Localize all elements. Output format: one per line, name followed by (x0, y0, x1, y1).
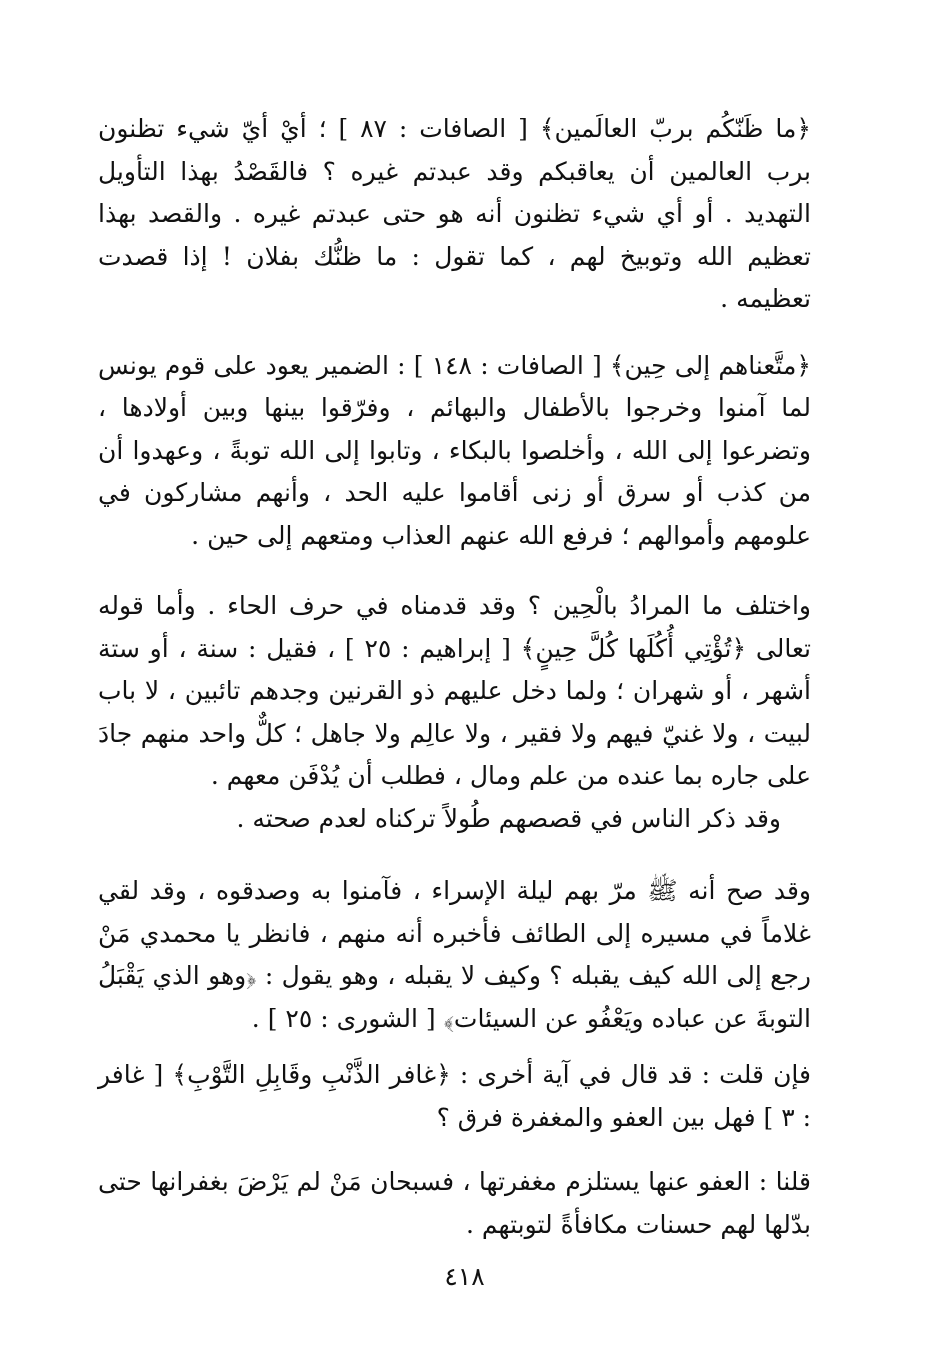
page-number: ٤١٨ (444, 1262, 485, 1291)
paragraph-1: ﴿ما ظَنّكُم بربّ العالَمين﴾ [ الصافات : ٨٧ ] ؛ أيْ أيّ شيء تظنون برب العالمين أن يعاقبكم وقد عبدتم غيره ؟ فالقَصْدُ بهذا التأويل التهديد . أو أي شيء تظنون أنه هو حتى عبدتم غيره . والقصد بهذا تعظيم الله وتوبيخ لهم ، كما تقول : ما ظنُّك بفلان ! إذا قصدت تعظيمه . (98, 114, 811, 313)
paragraph-6: فإن قلت : قد قال في آية أخرى : ﴿غافر الذَّنْبِ وقَابِلِ التَّوْبِ﴾ [ غافر : ٣ ] فهل بين العفو والمغفرة فرق ؟ (98, 1060, 811, 1132)
paragraph-7: قلنا : العفو عنها يستلزم مغفرتها ، فسبحان مَنْ لم يَرْضَ بغفرانها حتى بدّلها لهم حسنات مكافأةً لتوبتهم . (98, 1167, 811, 1239)
paragraph-2: ﴿متَّعناهم إلى حِين﴾ [ الصافات : ١٤٨ ] : الضمير يعود على قوم يونس لما آمنوا وخرجوا بالأطفال والبهائم ، وفرّقوا بينها وبين أولادها ، وتضرعوا إلى الله ، وأخلصوا بالبكاء ، وتابوا إلى الله توبةً ، وعهدوا أن من كذب أو سرق أو زنى أقاموا عليه الحد ، وأنهم مشاركون في علومهم وأموالهم ؛ فرفع الله عنهم العذاب ومتعهم إلى حين . (98, 350, 811, 550)
paragraph-3: واختلف ما المرادُ بالْحِين ؟ وقد قدمناه في حرف الحاء . وأما قوله تعالى ﴿تُؤْتِي أُكُلَها كُلَّ حِينٍ﴾ [ إبراهيم : ٢٥ ] ، فقيل : سنة ، أو ستة أشهر ، أو شهران ؛ ولما دخل عليهم ذو القرنين وجدهم تائبين ، لا باب لبيت ، ولا غنيّ فيهم ولا فقير ، ولا عالِم ولا جاهل ؛ كلٌّ واحد منهم جادَ على جاره بما عنده من علم ومال ، فطلب أن يُدْفَن معهم . (98, 591, 811, 790)
paragraph-5: وقد صح أنه ﷺ مرّ بهم ليلة الإسراء ، فآمنوا به وصدقوه ، وقد لقي غلاماً في مسيره إلى الطائف فأخبره أنه منهم ، فانظر يا محمدي مَنْ رجع إلى الله كيف يقبله ؟ وكيف لا يقبله ، وهو يقول : ﴿وهو الذي يَقْبَلُ التوبةَ عن عباده ويَعْفُو عن السيئات﴾ [ الشورى : ٢٥ ] . (98, 876, 811, 1033)
paragraph-4: وقد ذكر الناس في قصصهم طُولاً تركناه لعدم صحته . (236, 803, 781, 833)
